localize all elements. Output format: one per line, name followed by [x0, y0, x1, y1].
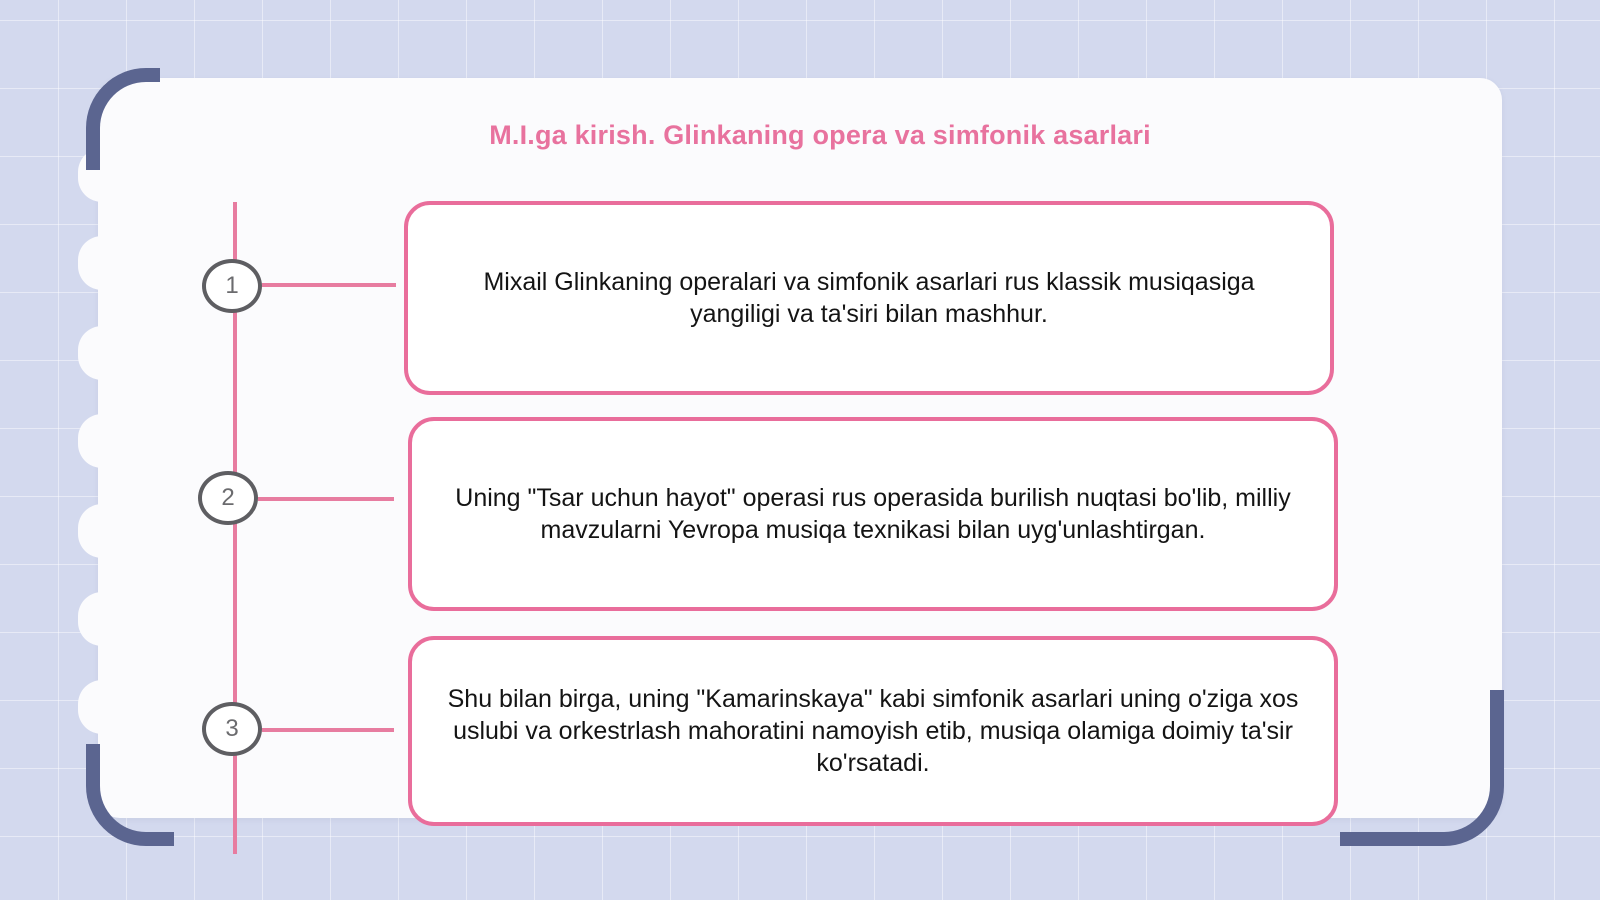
step-number-circle [202, 702, 262, 756]
step-number: 1 [225, 272, 239, 299]
slide-title: M.I.ga kirish. Glinkaning opera va simfonik asarlari [489, 120, 1151, 150]
timeline-card [408, 417, 1338, 611]
step-number: 2 [221, 484, 235, 511]
paper-notch [78, 504, 126, 558]
card-text: Uning "Tsar uchun hayot" operasi rus operasida burilish nuqtasi bo'lib, milliy mavzularni Yevropa musiqa texnikasi bilan uyg'unlashtirgan. [455, 484, 1291, 544]
step-number-circle [202, 259, 262, 313]
paper-notch [78, 326, 126, 380]
paper-notch [78, 236, 126, 290]
timeline-connector [262, 728, 394, 732]
corner-bracket-bottom-right [1340, 690, 1504, 846]
paper-notch [78, 680, 126, 734]
card-text: Mixail Glinkaning operalari va simfonik asarlari rus klassik musiqasiga yangiligi va ta'siri bilan mashhur. [483, 268, 1255, 328]
step-number-circle [198, 471, 258, 525]
paper-notch [78, 592, 126, 646]
timeline-connector [262, 283, 396, 287]
card-text: Shu bilan birga, uning "Kamarinskaya" kabi simfonik asarlari uning o'ziga xos uslubi va orkestrlash mahoratini namoyish etib, musiqa olamiga doimiy ta'sir ko'rsatadi. [447, 685, 1299, 777]
timeline-card [408, 636, 1338, 826]
step-number: 3 [225, 715, 239, 742]
timeline-card [404, 201, 1334, 395]
corner-bracket-top-left [86, 68, 160, 170]
corner-bracket-bottom-left [86, 744, 174, 846]
paper-notch [78, 414, 126, 468]
timeline-connector [258, 497, 394, 501]
